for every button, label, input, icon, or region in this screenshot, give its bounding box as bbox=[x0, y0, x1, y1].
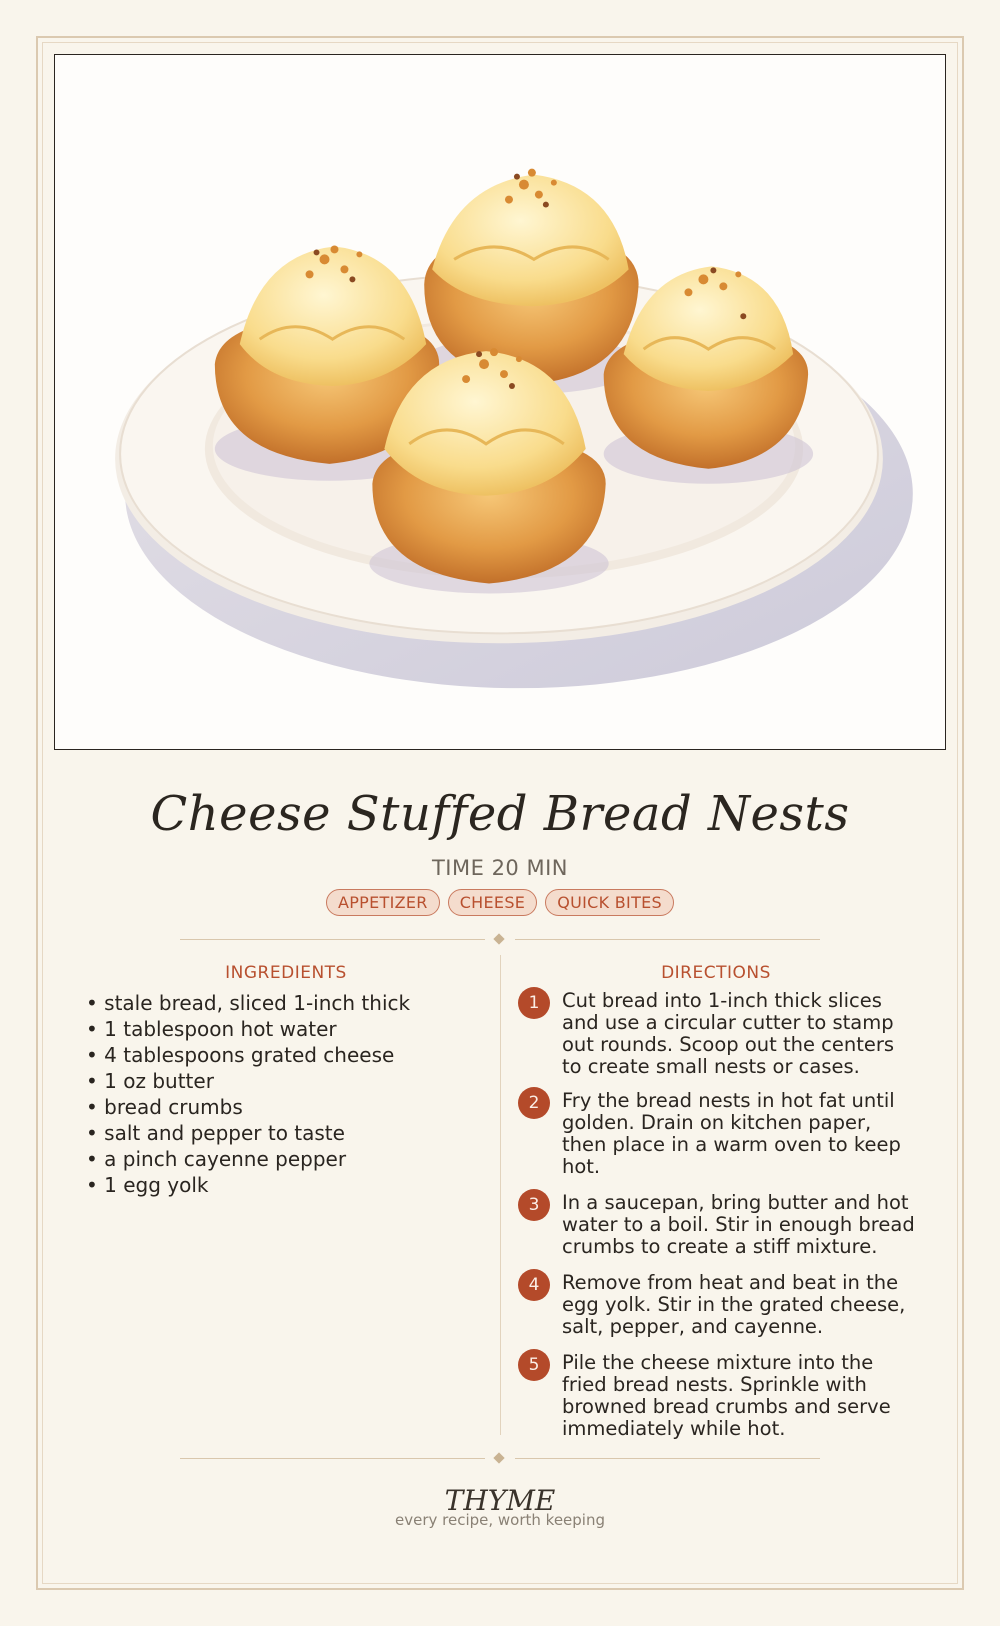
recipe-title: Cheese Stuffed Bread Nests bbox=[150, 786, 850, 842]
step-number-badge: 2 bbox=[518, 1087, 550, 1119]
directions-heading: DIRECTIONS bbox=[661, 963, 771, 983]
ingredients-heading: INGREDIENTS bbox=[225, 963, 347, 983]
section-divider-top bbox=[180, 933, 820, 947]
brand-tagline: every recipe, worth keeping bbox=[394, 1511, 605, 1529]
ingredient-item: • 4 tablespoons grated cheese bbox=[86, 1042, 486, 1068]
direction-step bbox=[518, 990, 918, 1078]
step-text: In a saucepan, bring butter and hot water to a boil. Stir in enough bread crumbs to create a stiff mixture. bbox=[562, 1191, 915, 1258]
step-number-badge: 5 bbox=[518, 1349, 550, 1381]
ingredient-item: • salt and pepper to taste bbox=[86, 1120, 486, 1146]
ingredient-item: • 1 tablespoon hot water bbox=[86, 1016, 486, 1042]
ingredient-item: • bread crumbs bbox=[86, 1094, 486, 1120]
column-divider bbox=[500, 955, 501, 1435]
step-number-badge: 4 bbox=[518, 1269, 550, 1301]
direction-step bbox=[518, 1352, 918, 1440]
tag-quick-bites[interactable]: QUICK BITES bbox=[545, 889, 674, 916]
ingredient-item: • a pinch cayenne pepper bbox=[86, 1146, 486, 1172]
ingredient-item: • stale bread, sliced 1-inch thick bbox=[86, 990, 486, 1016]
step-text: Fry the bread nests in hot fat until golden. Drain on kitchen paper, then place in a warm oven to keep hot. bbox=[562, 1089, 901, 1178]
ingredients-list bbox=[86, 990, 486, 1198]
direction-step bbox=[518, 1090, 918, 1178]
step-number-badge: 1 bbox=[518, 987, 550, 1019]
ingredient-item: • 1 egg yolk bbox=[86, 1172, 486, 1198]
directions-list bbox=[518, 990, 918, 1440]
brand-logo-text: THYME bbox=[444, 1484, 556, 1517]
step-text: Remove from heat and beat in the egg yolk. Stir in the grated cheese, salt, pepper, and cayenne. bbox=[562, 1271, 906, 1338]
step-text: Cut bread into 1-inch thick slices and use a circular cutter to stamp out rounds. Scoop out the centers to create small nests or cases. bbox=[562, 989, 895, 1078]
direction-step bbox=[518, 1192, 918, 1258]
tag-list bbox=[0, 889, 1000, 916]
tag-cheese[interactable]: CHEESE bbox=[448, 889, 538, 916]
step-text: Pile the cheese mixture into the fried bread nests. Sprinkle with browned bread crumbs and serve immediately while hot. bbox=[562, 1351, 891, 1440]
recipe-time: TIME 20 MIN bbox=[431, 856, 568, 880]
direction-step bbox=[518, 1272, 918, 1338]
recipe-illustration bbox=[54, 54, 946, 750]
ingredient-item: • 1 oz butter bbox=[86, 1068, 486, 1094]
tag-appetizer[interactable]: APPETIZER bbox=[326, 889, 440, 916]
section-divider-bottom bbox=[180, 1452, 820, 1466]
step-number-badge: 3 bbox=[518, 1189, 550, 1221]
